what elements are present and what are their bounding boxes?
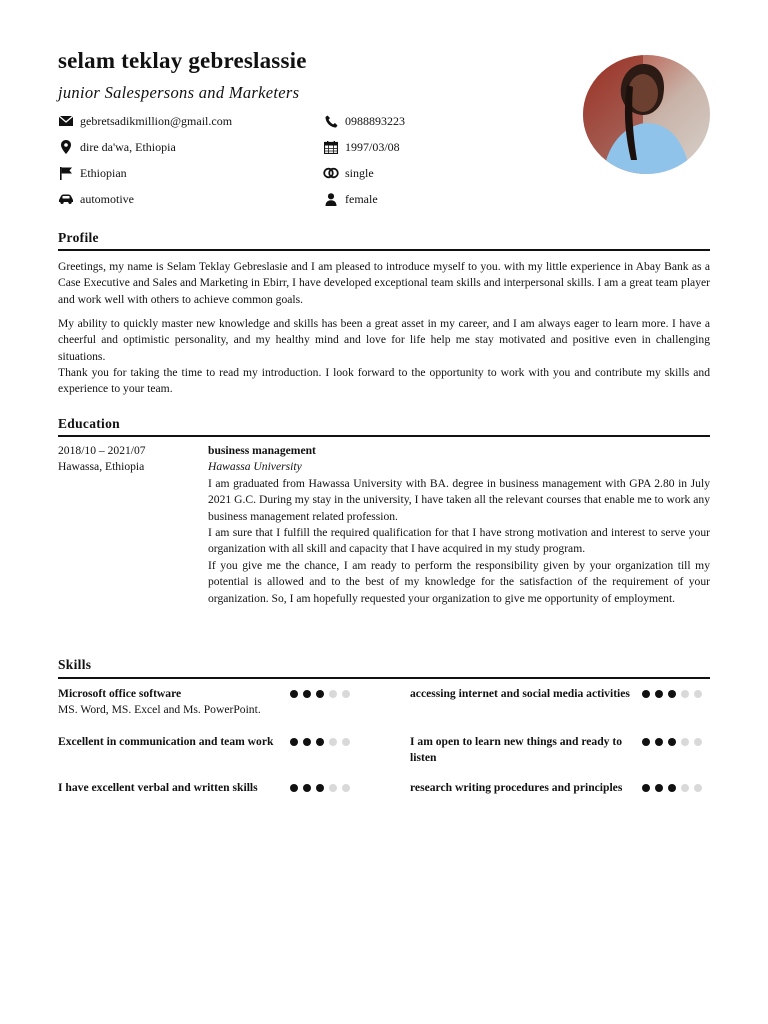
skill-item	[58, 780, 358, 796]
map-pin-icon	[58, 140, 74, 154]
education-heading: Education	[58, 416, 120, 431]
profile-paragraph-1: Greetings, my name is Selam Teklay Gebreslasie and I am pleased to introduce myself to you. with my little experience in Abay Bank as a Case Executive and Sales and Marketing in Ebirr, I have developed exceptional team skills and interpersonal skills. I am a great team player and work well with others to achieve common goals.	[58, 260, 710, 306]
skill-description: MS. Word, MS. Excel and Ms. PowerPoint.	[58, 703, 261, 717]
profile-divider	[58, 249, 710, 251]
skill-name: Microsoft office software	[58, 687, 182, 700]
education-institution: Hawassa University	[208, 460, 302, 474]
rating-dot-filled	[655, 690, 663, 698]
rating-dot-filled	[316, 690, 324, 698]
rating-dot-filled	[668, 690, 676, 698]
skill-name: research writing procedures and principles	[410, 781, 623, 794]
education-line-1: I am graduated from Hawassa University with BA. degree in business management with GPA 2.80 in July 2021 G.C. During my stay in the university, I have taken all the relevant courses that enable me to work any business management related profession.	[208, 476, 710, 523]
education-line-3: If you give me the chance, I am ready to perform the responsibility given by your organization till my potential is allowed and to the best of my knowledge for the satisfaction of the requirement of your organization. So, I am hopefully requested your organization to give me opportunity of employment.	[208, 558, 710, 605]
driving-value: automotive	[80, 191, 134, 206]
birthdate-value: 1997/03/08	[345, 139, 400, 154]
rating-dot-filled	[655, 738, 663, 746]
rating-dot-empty	[694, 784, 702, 792]
contact-location	[58, 139, 176, 155]
nationality-value: Ethiopian	[80, 165, 127, 180]
contact-email[interactable]	[58, 113, 232, 129]
contact-gender	[323, 191, 378, 207]
phone-value: 0988893223	[345, 113, 405, 128]
rating-dot-filled	[316, 738, 324, 746]
profile-photo	[583, 55, 710, 174]
rating-dot-filled	[642, 738, 650, 746]
education-meta	[58, 443, 146, 476]
rating-dot-empty	[342, 738, 350, 746]
rating-dot-empty	[342, 690, 350, 698]
skill-name: I have excellent verbal and written skills	[58, 781, 258, 794]
skills-heading: Skills	[58, 657, 92, 672]
education-line-2: I am sure that I fulfill the required qualification for that I have strong motivation and interest to serve your organization with all skill and capacity that I have acquired in my study program.	[208, 526, 710, 556]
rating-dot-empty	[694, 738, 702, 746]
skill-rating	[290, 784, 350, 792]
skills-divider	[58, 677, 710, 679]
skill-rating	[642, 690, 702, 698]
gender-value: female	[345, 191, 378, 206]
rating-dot-filled	[303, 738, 311, 746]
skill-item	[58, 686, 358, 719]
skill-rating	[642, 784, 702, 792]
flag-icon	[58, 166, 74, 180]
skill-name: accessing internet and social media activities	[410, 687, 630, 700]
marital-status-value: single	[345, 165, 374, 180]
education-entry	[208, 443, 710, 607]
job-title: junior Salespersons and Marketers	[58, 83, 300, 102]
contact-birthdate	[323, 139, 400, 155]
rating-dot-empty	[681, 738, 689, 746]
skill-rating	[290, 738, 350, 746]
skill-rating	[290, 690, 350, 698]
calendar-icon	[323, 140, 339, 154]
contact-marital-status	[323, 165, 374, 181]
person-icon	[323, 192, 339, 206]
contact-driving	[58, 191, 134, 207]
phone-icon	[323, 114, 339, 128]
skill-item	[58, 734, 358, 750]
skill-item	[410, 686, 710, 702]
rating-dot-empty	[329, 738, 337, 746]
rating-dot-empty	[329, 690, 337, 698]
rating-dot-filled	[316, 784, 324, 792]
skill-item	[410, 734, 710, 767]
rating-dot-filled	[668, 738, 676, 746]
skill-rating	[642, 738, 702, 746]
rating-dot-filled	[290, 784, 298, 792]
envelope-icon	[58, 114, 74, 128]
rating-dot-filled	[642, 784, 650, 792]
education-dates: 2018/10 – 2021/07	[58, 444, 146, 457]
rating-dot-empty	[342, 784, 350, 792]
contact-nationality	[58, 165, 127, 181]
rating-dot-filled	[303, 784, 311, 792]
rating-dot-filled	[655, 784, 663, 792]
skill-name: I am open to learn new things and ready to listen	[410, 735, 623, 765]
rating-dot-filled	[290, 738, 298, 746]
rings-icon	[323, 166, 339, 180]
education-degree: business management	[208, 444, 316, 457]
skill-item	[410, 780, 710, 796]
rating-dot-filled	[290, 690, 298, 698]
rating-dot-filled	[303, 690, 311, 698]
education-location: Hawassa, Ethiopia	[58, 460, 145, 474]
contact-phone[interactable]	[323, 113, 405, 129]
rating-dot-filled	[668, 784, 676, 792]
profile-heading: Profile	[58, 230, 99, 245]
rating-dot-empty	[694, 690, 702, 698]
rating-dot-empty	[681, 784, 689, 792]
location-value: dire da'wa, Ethiopia	[80, 139, 176, 154]
email-value: gebretsadikmillion@gmail.com	[80, 113, 233, 128]
rating-dot-empty	[329, 784, 337, 792]
rating-dot-filled	[642, 690, 650, 698]
car-icon	[58, 192, 74, 206]
education-divider	[58, 435, 710, 437]
profile-paragraph-3: Thank you for taking the time to read my introduction. I look forward to the opportunity to work with you and contribute my skills and experience to your team.	[58, 366, 710, 396]
candidate-name: selam teklay gebreslassie	[58, 48, 307, 73]
skill-name: Excellent in communication and team work	[58, 735, 274, 748]
rating-dot-empty	[681, 690, 689, 698]
profile-paragraph-2: My ability to quickly master new knowledge and skills has been a great asset in my career, and I am always eager to learn more. I have a cheerful and optimistic personality, and my healthy mind and love for life help me stay motivated and positive even in challenging situations.	[58, 317, 710, 363]
